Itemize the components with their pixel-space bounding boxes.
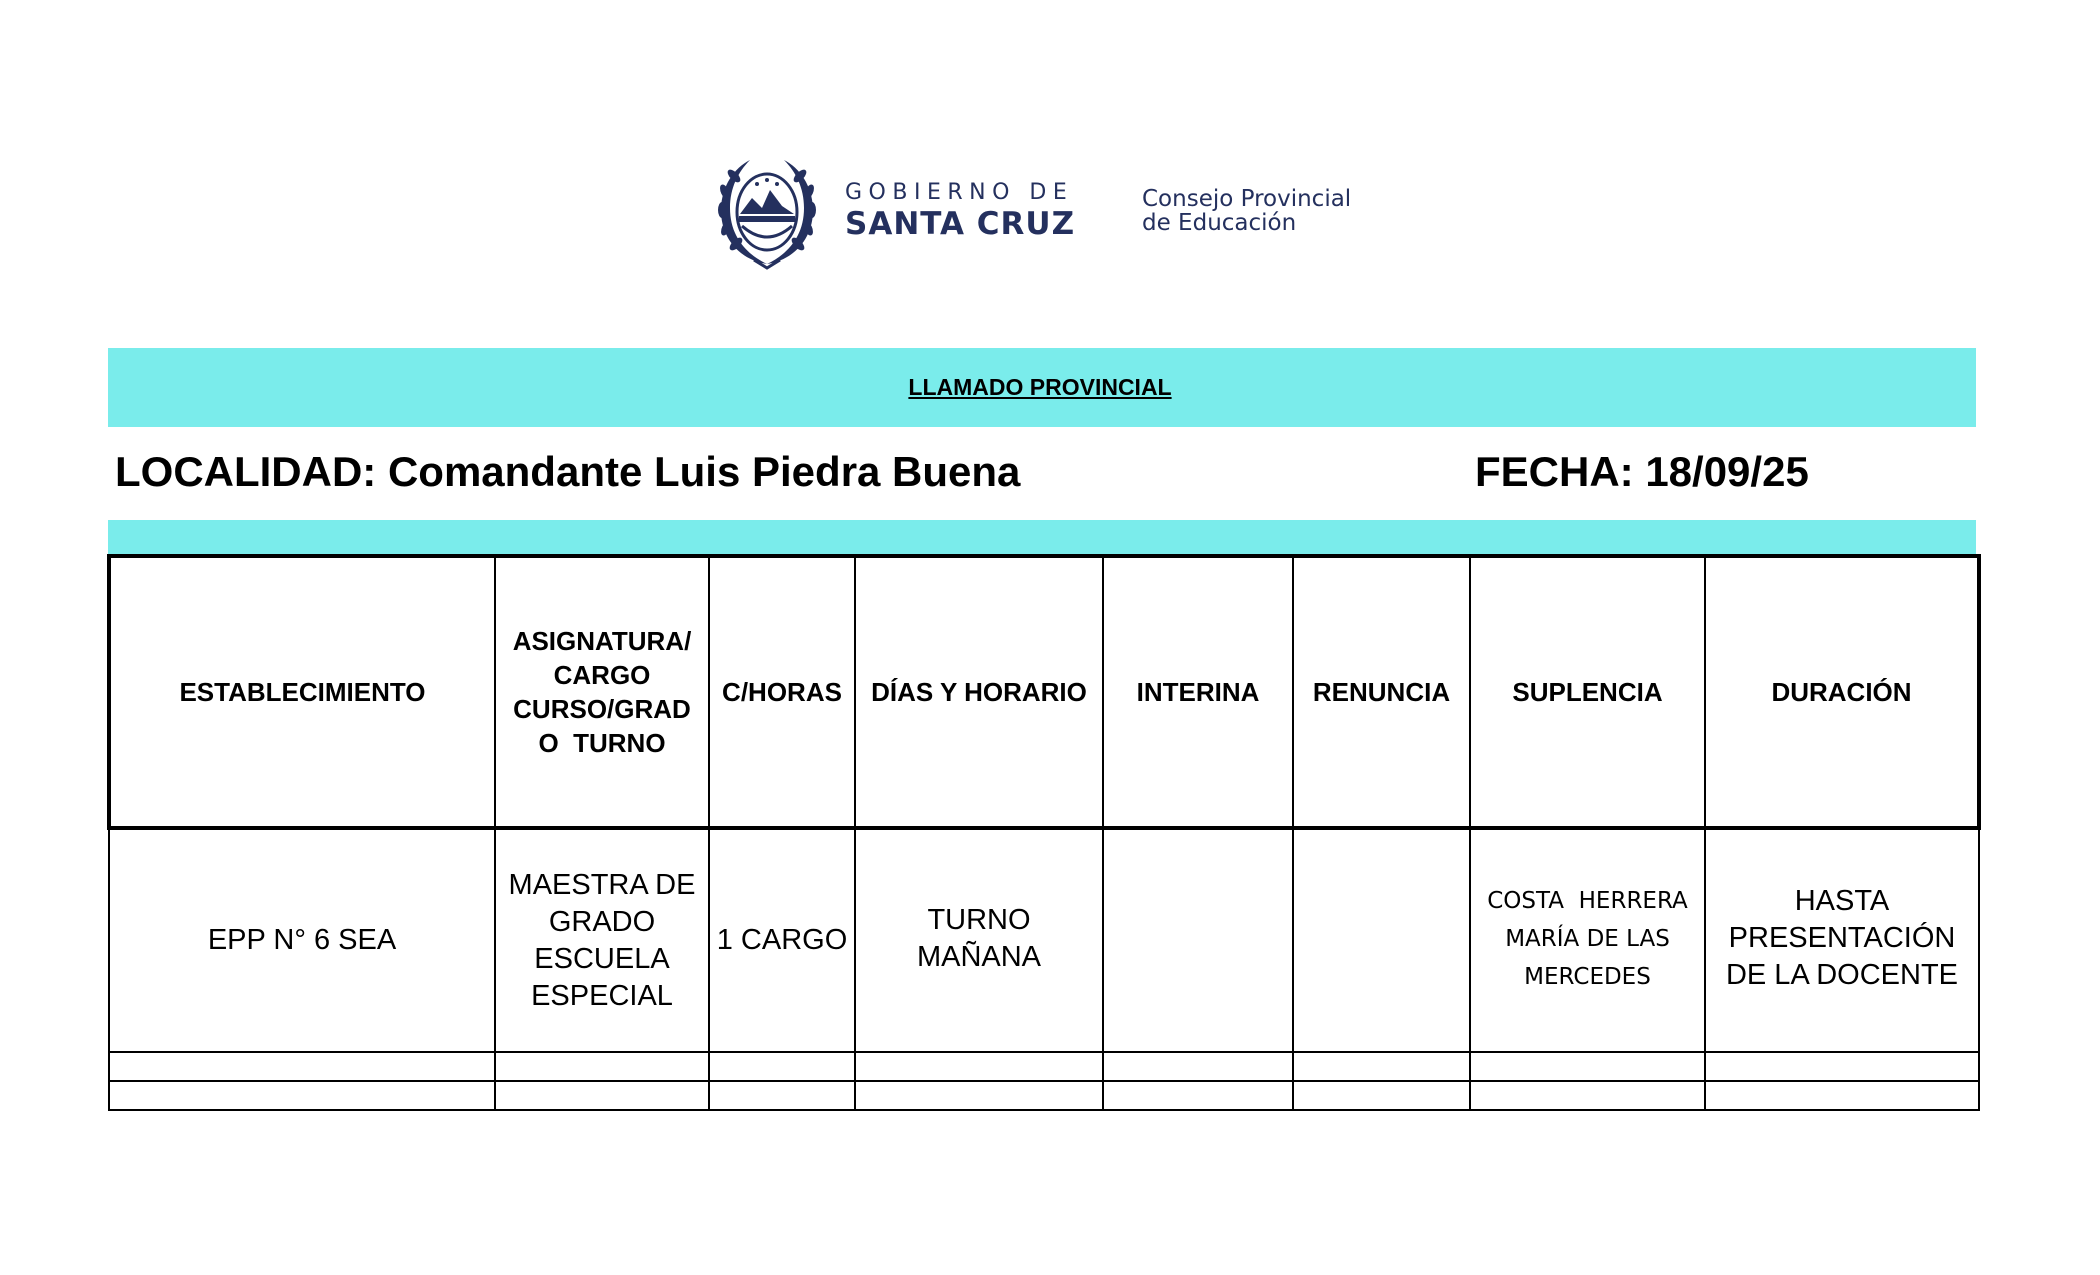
empty-cell (1705, 1052, 1979, 1081)
positions-table (107, 554, 1981, 1111)
cell-duracion (1705, 828, 1979, 1052)
header-asignatura-line: CARGO (553, 660, 651, 690)
cell-asignatura-line: ESCUELA (534, 942, 670, 975)
empty-cell (495, 1081, 709, 1110)
cell-suplencia-line: MERCEDES (1524, 963, 1651, 990)
empty-cell (1103, 1081, 1293, 1110)
header-renuncia: RENUNCIA (1293, 556, 1470, 828)
cell-asignatura-line: GRADO (548, 905, 656, 938)
document-title: LLAMADO PROVINCIAL (908, 374, 1172, 400)
council-name-line2: de Educación (1142, 210, 1297, 236)
government-name-line2: SANTA CRUZ (845, 206, 1076, 242)
government-name-line1: GOBIERNO DE (845, 180, 1074, 205)
header-asignatura (495, 556, 709, 828)
cell-duracion-line: DE LA DOCENTE (1725, 959, 1959, 991)
empty-table-row (109, 1052, 1979, 1081)
council-name-line1: Consejo Provincial (1142, 186, 1352, 212)
cell-asignatura-line: MAESTRA DE (508, 868, 696, 901)
date-heading: FECHA: 18/09/25 (1475, 448, 1809, 495)
table-header-row (109, 556, 1979, 828)
cell-establecimiento: EPP N° 6 SEA (109, 828, 495, 1052)
empty-cell (709, 1081, 855, 1110)
empty-cell (1293, 1052, 1470, 1081)
empty-cell (855, 1081, 1103, 1110)
header-interina: INTERINA (1103, 556, 1293, 828)
locality-heading: LOCALIDAD: Comandante Luis Piedra Buena (115, 448, 1021, 495)
coat-of-arms-icon (712, 152, 822, 272)
empty-cell (1705, 1081, 1979, 1110)
accent-strip (108, 520, 1976, 554)
header-establecimiento: ESTABLECIMIENTO (109, 556, 495, 828)
cell-asignatura (495, 828, 709, 1052)
cell-suplencia-line: COSTA HERRERA (1487, 887, 1688, 914)
header-asignatura-line: O TURNO (538, 728, 666, 758)
cell-interina (1103, 828, 1293, 1052)
cell-asignatura-line: ESPECIAL (531, 979, 673, 1012)
header-dias: DÍAS Y HORARIO (855, 556, 1103, 828)
header-suplencia: SUPLENCIA (1470, 556, 1705, 828)
header-asignatura-line: ASIGNATURA/ (512, 626, 692, 656)
cell-horas: 1 CARGO (709, 828, 855, 1052)
empty-cell (109, 1081, 495, 1110)
header-duracion: DURACIÓN (1705, 556, 1979, 828)
empty-cell (1470, 1081, 1705, 1110)
cell-renuncia (1293, 828, 1470, 1052)
cell-suplencia (1470, 828, 1705, 1052)
cell-suplencia-line: MARÍA DE LAS (1505, 925, 1670, 952)
empty-cell (1103, 1052, 1293, 1081)
empty-table-row (109, 1081, 1979, 1110)
title-banner (108, 348, 1976, 427)
empty-cell (109, 1052, 495, 1081)
cell-duracion-line: PRESENTACIÓN (1728, 922, 1956, 954)
cell-dias-line: TURNO (927, 903, 1031, 936)
header-logo (712, 150, 1392, 275)
table-row (109, 828, 1979, 1052)
header-asignatura-line: CURSO/GRAD (513, 694, 691, 724)
header-horas: C/HORAS (709, 556, 855, 828)
empty-cell (1470, 1052, 1705, 1081)
empty-cell (495, 1052, 709, 1081)
cell-dias-line: MAÑANA (916, 940, 1042, 973)
cell-duracion-line: HASTA (1794, 885, 1890, 917)
empty-cell (855, 1052, 1103, 1081)
cell-dias (855, 828, 1103, 1052)
empty-cell (1293, 1081, 1470, 1110)
empty-cell (709, 1052, 855, 1081)
